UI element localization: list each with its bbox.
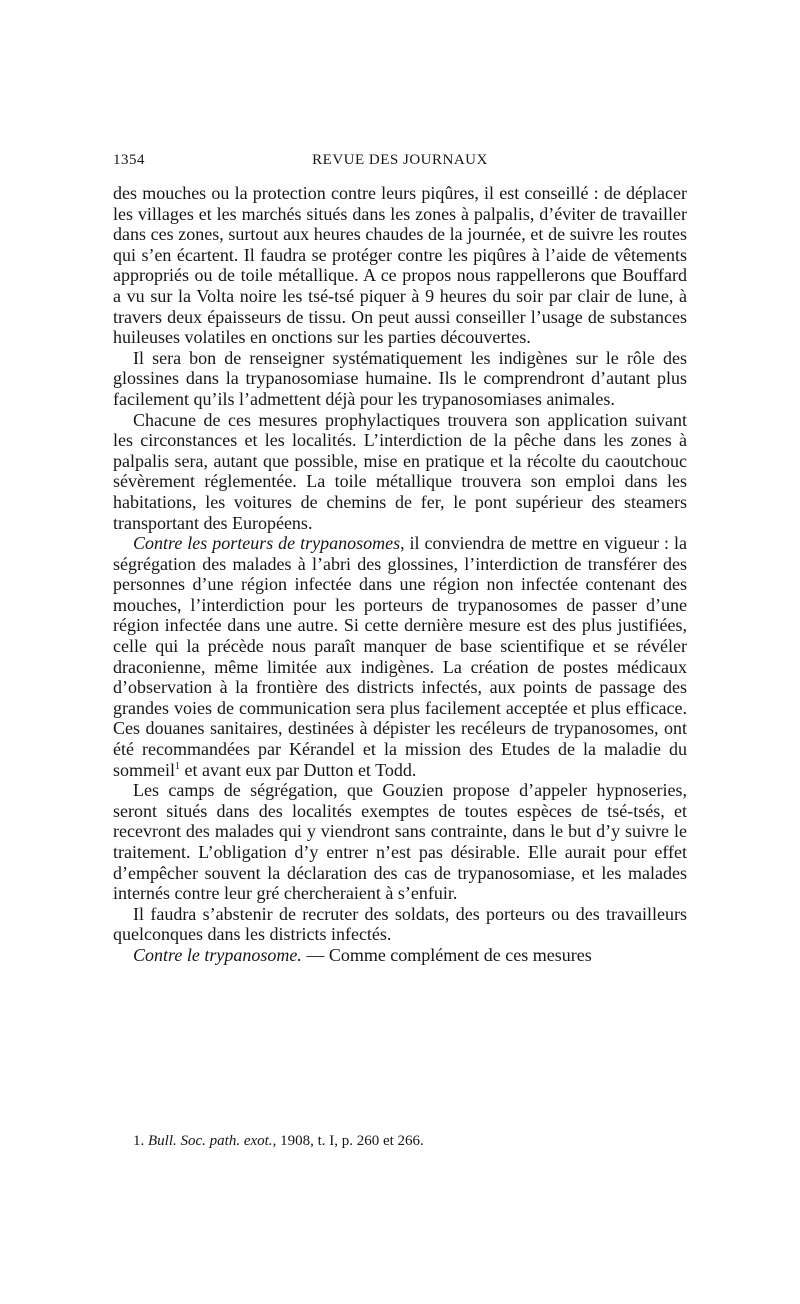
porteurs-text: , il conviendra de mettre en vigueur : la ségrégation des malades à l’abri des glossines, l’interdiction de transférer des personnes d’une région infectée dans une région non infectée contenant des mouches, l’interdiction pour les porteurs de trypanosomes de passer d’une région infectée dans une autre. Si cette dernière mesure est des plus justifiées, celle qui la précède nous paraît manquer de base scientifique et se révéler draconienne, même limitée aux indigènes. La création de postes médicaux d’observation à la frontière des districts infectés, aux points de passage des grandes voies de communication sera plus facilement acceptée et plus efficace. Ces douanes sanitaires, destinées à dépister les recéleurs de trypanosomes, ont été recommandées par Kérandel et la mission des Etudes de la maladie du sommeil xyxy=(113,533,687,780)
journal-title: REVUE DES JOURNAUX xyxy=(312,152,488,168)
footnote-source: Bull. Soc. path. exot. xyxy=(148,1133,273,1149)
paragraph-renseigner: Il sera bon de renseigner systématiquement les indigènes sur le rôle des glossines dans la trypanosomiase humaine. Ils le comprendront d’autant plus facilement qu’ils l’admettent déjà pour les trypanosomiases animales. xyxy=(113,347,687,409)
footnote xyxy=(133,1132,687,1150)
footnote-details: , 1908, t. I, p. 260 et 266. xyxy=(272,1133,424,1149)
paragraph-porteurs xyxy=(113,533,687,780)
running-head xyxy=(113,152,687,172)
page-number: 1354 xyxy=(113,152,145,168)
paragraph-camps: Les camps de ségrégation, que Gouzien propose d’appeler hypnoseries, seront situés dans des localités exemptes de toutes espèces de tsé-tsés, et recevront des malades qui y viendront sans contrainte, dans le but d’y suivre le traitement. L’obligation d’y entrer n’est pas désirable. Elle aurait pour effet d’empêcher souvent la déclaration des cas de trypanosomiase, et les malades internés contre leur gré chercheraient à s’enfuir. xyxy=(113,780,687,904)
porteurs-text-end: et avant eux par Dutton et Todd. xyxy=(180,759,417,780)
paragraph-recruter: Il faudra s’abstenir de recruter des soldats, des porteurs ou des travailleurs quelconques dans les districts infectés. xyxy=(113,903,687,945)
footnote-ref-mark: 1 xyxy=(175,760,180,772)
paragraph-trypanosome xyxy=(113,945,687,966)
paragraph-mesures: Chacune de ces mesures prophylactiques trouvera son application suivant les circonstances et les localités. L’interdiction de la pêche dans les zones à palpalis sera, autant que possible, mise en pratique et la récolte du caoutchouc sévèrement réglementée. La toile métallique trouvera son emploi dans les habitations, les voitures de chemins de fer, le pont supérieur des steamers transportant des Européens. xyxy=(113,409,687,533)
trypanosome-lead: Contre le trypanosome. xyxy=(133,944,302,965)
trypanosome-text: — Comme complément de ces mesures xyxy=(301,944,592,965)
body-text xyxy=(113,183,687,966)
porteurs-lead: Contre les porteurs de trypanosomes xyxy=(133,533,401,554)
footnote-number: 1. xyxy=(133,1133,145,1149)
paragraph-mouches: des mouches ou la protection contre leurs piqûres, il est conseillé : de déplacer les villages et les marchés situés dans les zones à palpalis, d’éviter de travailler dans ces zones, surtout aux heures chaudes de la journée, et de suivre les routes qui s’en écartent. Il faudra se protéger contre les piqûres à l’aide de vêtements appropriés ou de toile métallique. A ce propos nous rappellerons que Bouffard a vu sur la Volta noire les tsé-tsé piquer à 9 heures du soir par clair de lune, à travers deux épaisseurs de tissu. On peut aussi conseiller l’usage de substances huileuses volatiles en onctions sur les parties découvertes. xyxy=(113,183,687,348)
